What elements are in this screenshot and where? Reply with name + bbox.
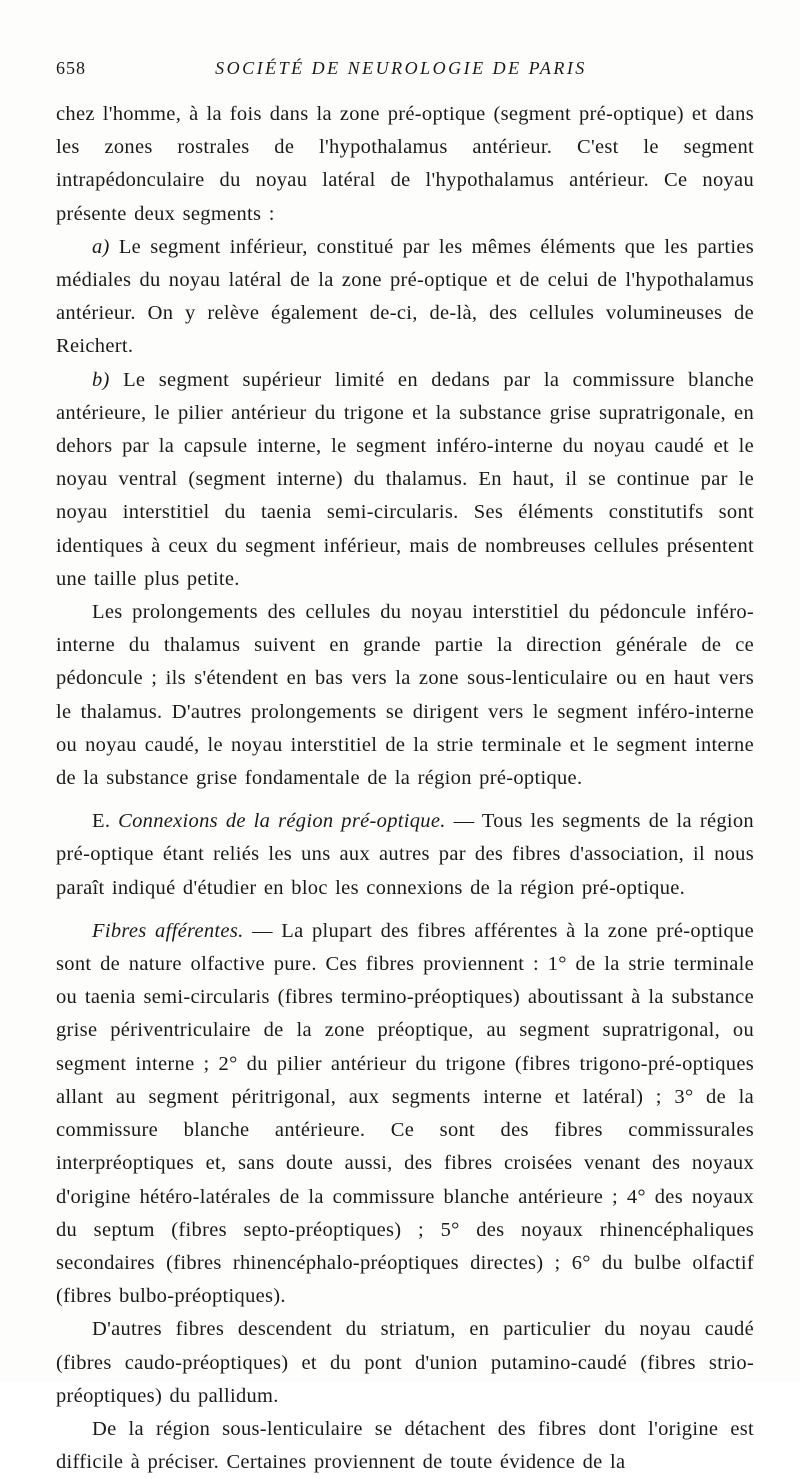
paragraph: b) Le segment supérieur limité en dedans par la commissure blanche antérieure, le pilier antérieur du trigone et la substance grise supratrigonale, en dehors par la capsule interne, le segment inféro-interne du noyau caudé et le noyau ventral (segment interne) du thalamus. En haut, il se continue par le noyau interstitiel du taenia semi-circularis. Ses éléments constitutifs sont identiques à ceux du segment inférieur, mais de nombreuses cellules présentent une taille plus petite.: [56, 368, 754, 590]
paragraph: D'autres fibres descendent du striatum, en particulier du noyau caudé (fibres caudo-préoptiques) et du pont d'union putamino-caudé (fibres strio-préoptiques) du pallidum.: [56, 1318, 754, 1407]
section-heading-paragraph: E. Connexions de la région pré-optique. — Tous les segments de la région pré-optique étant reliés les uns aux autres par des fibres d'association, il nous paraît indiqué d'étudier en bloc les connexions de la région pré-optique.: [56, 810, 754, 899]
section-title: Connexions de la région pré-optique.: [118, 810, 446, 833]
section-label: E.: [92, 810, 111, 833]
paragraph: a) Le segment inférieur, constitué par les mêmes éléments que les parties médiales du noyau latéral de la zone pré-optique et de celui de l'hypothalamus antérieur. On y relève également de-ci, de-là, des cellules volumineuses de Reichert.: [56, 235, 754, 358]
list-label: a): [92, 235, 110, 258]
paragraph: Les prolongements des cellules du noyau interstitiel du pédoncule inféro-interne du thalamus suivent en grande partie la direction générale de ce pédoncule ; ils s'étendent en bas vers la zone sous-lenticulaire ou en haut vers le thalamus. D'autres prolongements se dirigent vers le segment inféro-interne ou noyau caudé, le noyau interstitiel de la strie terminale et le segment interne de la substance grise fondamentale de la région pré-optique.: [56, 601, 754, 790]
page-header: [56, 58, 746, 86]
subsection-paragraph: Fibres afférentes. — La plupart des fibres afférentes à la zone pré-optique sont de nature olfactive pure. Ces fibres proviennent : 1° de la strie terminale ou taenia semi-circularis (fibres termino-préoptiques) aboutissant à la substance grise périventriculaire de la zone préoptique, au segment supratrigonal, ou segment interne ; 2° du pilier antérieur du trigone (fibres trigono-pré-optiques allant au segment péritrigonal, aux segments interne et latéral) ; 3° de la commissure blanche antérieure. Ce sont des fibres commissurales interpréoptiques et, sans doute aussi, des fibres croisées venant des noyaux d'origine hétéro-latérales de la commissure blanche antérieure ; 4° des noyaux du septum (fibres septo-préoptiques) ; 5° des noyaux rhinencéphaliques secondaires (fibres rhinencéphalo-préoptiques directes) ; 6° du bulbe olfactif (fibres bulbo-préoptiques).: [56, 919, 754, 1308]
paragraph: De la région sous-lenticulaire se détachent des fibres dont l'origine est difficile à préciser. Certaines proviennent de toute évidence de la: [56, 1417, 754, 1474]
body-text: [56, 98, 754, 1479]
running-head: SOCIÉTÉ DE NEUROLOGIE DE PARIS: [215, 58, 587, 78]
subsection-title: Fibres afférentes.: [92, 919, 244, 942]
page-number: 658: [56, 58, 86, 78]
list-label: b): [92, 368, 110, 391]
paragraph: chez l'homme, à la fois dans la zone pré-optique (segment pré-optique) et dans les zones rostrales de l'hypothalamus antérieur. C'est le segment intrapédonculaire du noyau latéral de l'hypothalamus antérieur. Ce noyau présente deux segments :: [56, 103, 754, 225]
